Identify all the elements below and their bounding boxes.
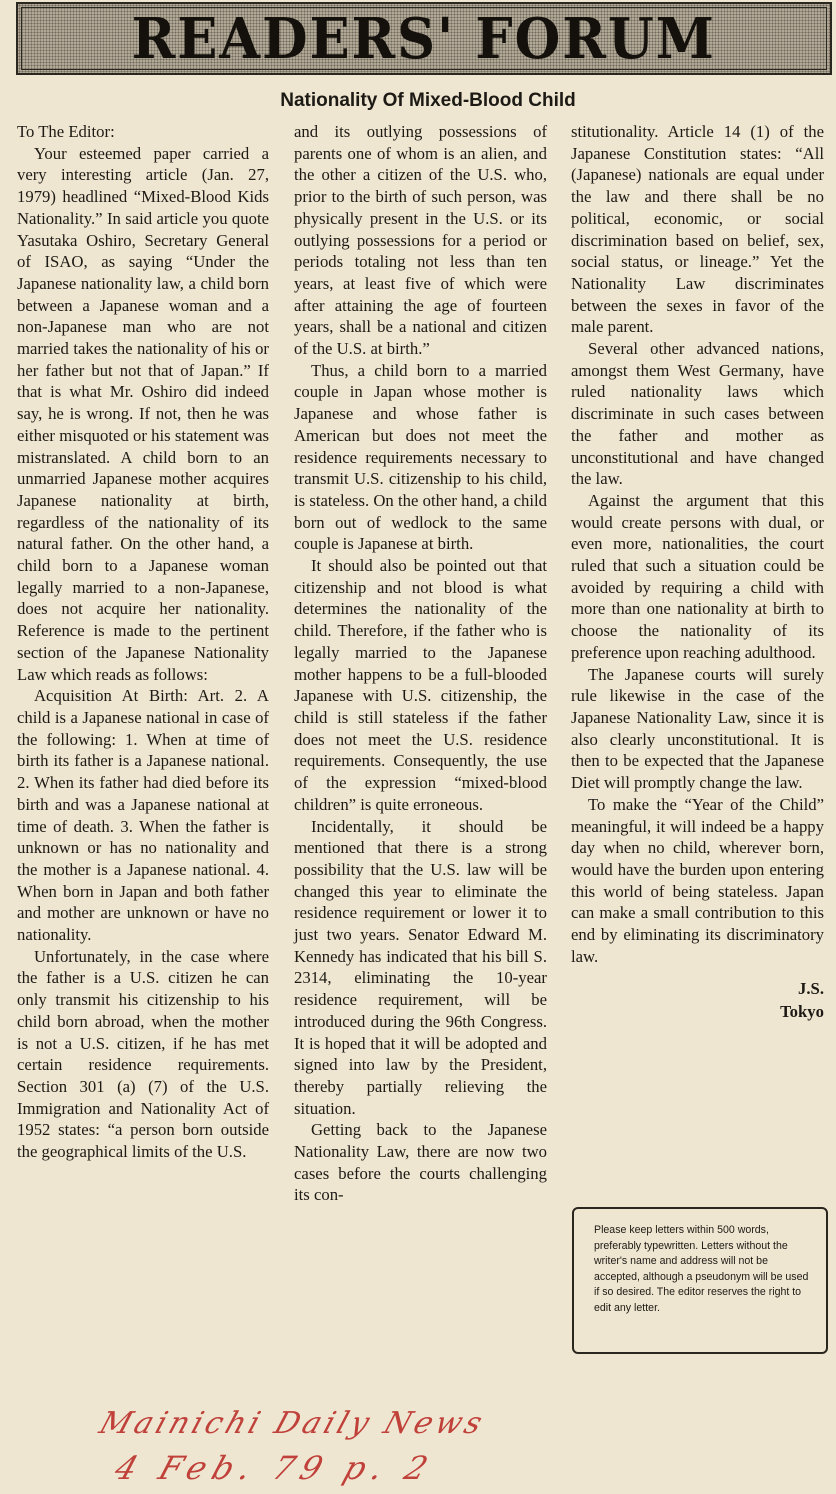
- article-column-3: [571, 121, 824, 1023]
- paragraph: Unfortunately, in the case where the father is a U.S. citizen he can only transmit his citizenship to his child born abroad, when the mother is not a U.S. citizen, if he has met certain residence requirements. Section 301 (a) (7) of the U.S. Immigration and Nationality Act of 1952 states: “a person born outside the geographical limits of the U.S.: [17, 946, 269, 1162]
- signature-initials: J.S.: [798, 979, 824, 999]
- paragraph-continued: stitutionality. Article 14 (1) of the Japanese Constitution states: “All (Japanese) nationals are equal under the law and there shall be no political, economic, or social discrimination based on belief, sex, social status, or lineage.” Yet the Nationality Law discriminates between the sexes in favor of the male parent.: [571, 122, 824, 337]
- signature: [571, 977, 824, 1023]
- paragraph: Acquisition At Birth: Art. 2. A child is a Japanese national in case of the following: 1. When at time of birth its father is a Japanese national. 2. When its father had died before its birth and was a Japanese national at time of death. 3. When the father is unknown or has no nationality and the mother is a Japanese national. 4. When born in Japan and both father and mother are unknown or have no nationality.: [17, 686, 269, 945]
- paragraph-continued: and its outlying possessions of parents one of whom is an alien, and the other a citizen of the U.S. who, prior to the birth of such person, was physically present in the U.S. or its outlying possessions for a period or periods totaling not less than ten years, at least five of which were after attaining the age of fourteen years, shall be a national and citizen of the U.S. at birth.”: [294, 122, 547, 359]
- handwritten-date: 4 Feb. 79 p. 2: [110, 1449, 433, 1487]
- paragraph: To make the “Year of the Child” meaningful, it will indeed be a happy day when no child, wherever born, would have the burden upon entering this world of being stateless. Japan can make a small contribution to this end by eliminating its discriminatory law.: [571, 794, 824, 966]
- masthead: [16, 2, 832, 75]
- article-headline: Nationality Of Mixed-Blood Child: [280, 90, 576, 111]
- paragraph: Incidentally, it should be mentioned that there is a strong possibility that the U.S. law will be changed this year to eliminate the residence requirement or lower it to just two years. Senator Edward M. Kennedy has indicated that his bill S. 2314, eliminating the 10-year residence requirement, will be introduced during the 96th Congress. It is hoped that it will be adopted and signed into law by the President, thereby partially relieving the situation.: [294, 816, 547, 1118]
- salutation: To The Editor:: [17, 122, 115, 141]
- handwritten-annotation: [95, 1395, 540, 1490]
- handwritten-source: Mainichi Daily News: [95, 1405, 487, 1441]
- paragraph: Getting back to the Japanese Nationality Law, there are now two cases before the courts challenging its con-: [294, 1120, 547, 1205]
- paragraph: Against the argument that this would create persons with dual, or even more, nationalities, the court ruled that such a situation could be avoided by requiring a child with more than one nationality at birth to choose the nationality of its preference upon reaching adulthood.: [571, 490, 824, 662]
- paragraph: It should also be pointed out that citizenship and not blood is what determines the nationality of the child. Therefore, if the father who is legally married to the Japanese mother happens to be a full-blooded Japanese with U.S. citizenship, the child is still stateless if the father does not meet the U.S. residence requirements. Consequently, the use of the expression “mixed-blood children” is quite erroneous.: [294, 556, 547, 814]
- masthead-title: READERS' FORUM: [131, 5, 717, 72]
- paragraph: The Japanese courts will surely rule likewise in the case of the Japanese Nationality Law, since it is also clearly unconstitutional. It is then to be expected that the Japanese Diet will promptly change the law.: [571, 664, 824, 793]
- article-column-1: [17, 121, 269, 1163]
- paragraph: Your esteemed paper carried a very interesting article (Jan. 27, 1979) headlined “Mixed-Blood Kids Nationality.” In said article you quote Yasutaka Oshiro, Secretary General of ISAO, as saying “Under the Japanese nationality law, a child born between a Japanese woman and a non-Japanese man who are not married takes the nationality of his or her father but not that of Japan.” If that is what Mr. Oshiro did indeed say, he is wrong. If not, then he was either misquoted or his statement was mistranslated. A child born to an unmarried Japanese mother acquires Japanese nationality at birth, regardless of the nationality of its natural father. On the other hand, a child born to a Japanese woman legally married to a non-Japanese, does not acquire her nationality. Reference is made to the pertinent section of the Japanese Nationality Law which reads as follows:: [17, 143, 269, 684]
- paragraph: Several other advanced nations, amongst them West Germany, have ruled nationality laws which discriminate in such cases between the father and mother as unconstitutional and have changed the law.: [571, 339, 824, 489]
- signature-city: Tokyo: [780, 1002, 824, 1022]
- letters-policy-notice: Please keep letters within 500 words, preferably typewritten. Letters without the writer's name and address will not be accepted, although a pseudonym will be used if so desired. The editor reserves the right to edit any letter.: [572, 1207, 828, 1354]
- article-column-2: [294, 121, 547, 1206]
- paragraph: Thus, a child born to a married couple in Japan whose mother is Japanese and whose father is American but does not meet the residence requirements necessary to transmit U.S. citizenship to his child, is stateless. On the other hand, a child born out of wedlock to the same couple is Japanese at birth.: [294, 360, 547, 554]
